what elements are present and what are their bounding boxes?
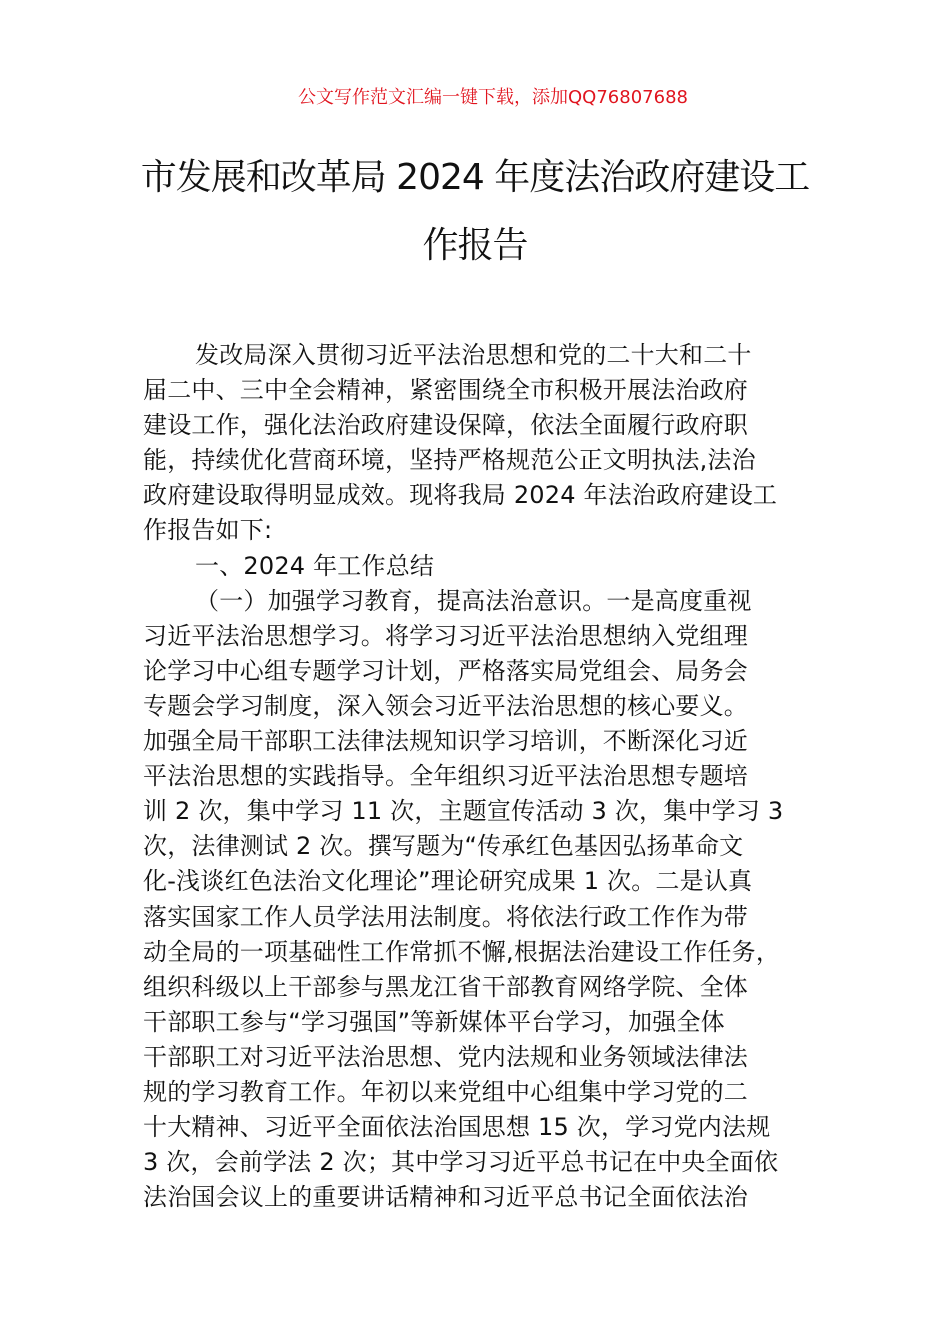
body-line: 论学习中心组专题学习计划，严格落实局党组会、局务会 [143, 656, 748, 685]
body-line: 干部职工对习近平法治思想、党内法规和业务领域法律法 [143, 1042, 748, 1071]
body-line: 化-浅谈红色法治文化理论”理论研究成果 1 次。二是认真 [143, 867, 753, 896]
body-line: 届二中、三中全会精神，紧密围绕全市积极开展法治政府 [143, 376, 748, 405]
body-line: 建设工作，强化法治政府建设保障，依法全面履行政府职 [143, 411, 748, 440]
body-line: 政府建设取得明显成效。现将我局 2024 年法治政府建设工 [143, 481, 778, 510]
body-line: 组织科级以上干部参与黑龙江省干部教育网络学院、全体 [143, 972, 748, 1001]
body-line: 动全局的一项基础性工作常抓不懈,根据法治建设工作任务， [143, 937, 781, 966]
body-line: 专题会学习制度，深入领会习近平法治思想的核心要义。 [143, 691, 748, 720]
body-line: （一）加强学习教育，提高法治意识。一是高度重视 [195, 586, 752, 615]
body-line: 发改局深入贯彻习近平法治思想和党的二十大和二十 [195, 341, 752, 369]
document-body [143, 338, 807, 1215]
body-line: 次，法律测试 2 次。撰写题为“传承红色基因弘扬革命文 [143, 832, 744, 861]
body-line: 能，持续优化营商环境，坚持严格规范公正文明执法,法治 [143, 446, 756, 475]
body-line: 习近平法治思想学习。将学习习近平法治思想纳入党组理 [143, 621, 748, 650]
document-title-line-1: 市发展和改革局 2024 年度法治政府建设工 [140, 157, 810, 198]
body-line: 规的学习教育工作。年初以来党组中心组集中学习党的二 [143, 1077, 748, 1106]
body-line: 法治国会议上的重要讲话精神和习近平总书记全面依法治 [143, 1183, 748, 1212]
document-title-line-2: 作报告 [422, 225, 528, 266]
body-line: 训 2 次，集中学习 11 次，主题宣传活动 3 次，集中学习 3 [143, 797, 784, 826]
body-line: 干部职工参与“学习强国”等新媒体平台学习，加强全体 [143, 1007, 725, 1036]
body-line: 3 次，会前学法 2 次；其中学习习近平总书记在中央全面依 [143, 1148, 779, 1177]
body-line: 作报告如下: [143, 516, 273, 545]
promo-banner[interactable]: 公文写作范文汇编一键下载，添加QQ76807688 [298, 87, 688, 108]
body-line: 落实国家工作人员学法用法制度。将依法行政工作作为带 [143, 902, 748, 931]
body-line: 加强全局干部职工法律法规知识学习培训，不断深化习近 [143, 727, 748, 756]
section-heading: 一、2024 年工作总结 [195, 551, 435, 580]
body-line: 平法治思想的实践指导。全年组织习近平法治思想专题培 [143, 762, 748, 791]
body-line: 十大精神、习近平全面依法治国思想 15 次，学习党内法规 [143, 1113, 771, 1142]
